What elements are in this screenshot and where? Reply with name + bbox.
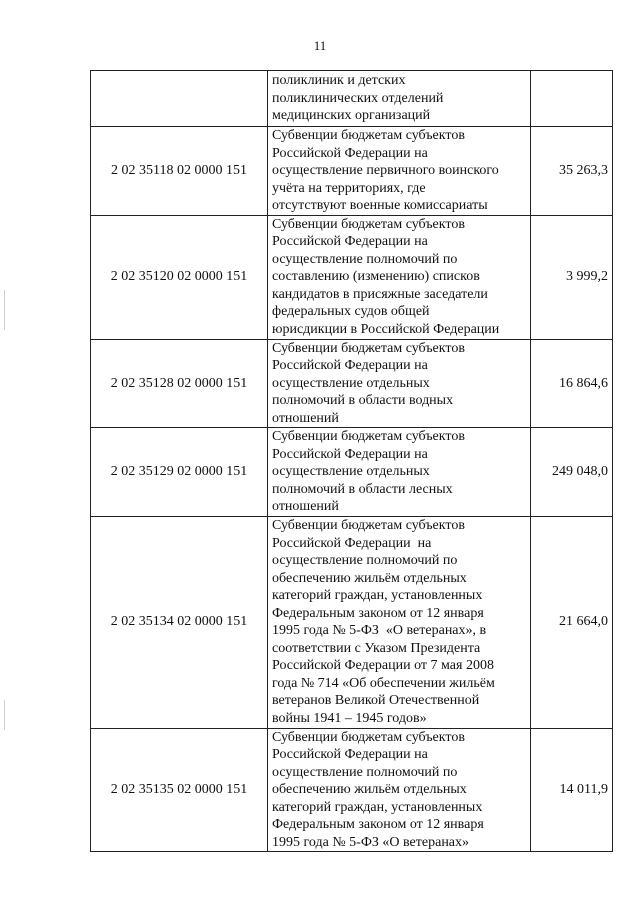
description-line: Российской Федерации на <box>272 535 432 551</box>
amount-cell: 16 864,6 <box>531 339 613 428</box>
description-line: Российской Федерации от 7 мая 2008 <box>272 658 494 673</box>
table-row <box>91 127 613 216</box>
description-line: полномочий в области лесных <box>272 481 453 497</box>
description-cell <box>268 516 531 728</box>
description-line: Российской Федерации на <box>272 145 428 161</box>
description-line: поликлиник и детских <box>272 73 406 89</box>
description-line: Субвенции бюджетам субъектов <box>272 216 465 232</box>
budget-code-cell: 2 02 35129 02 0000 151 <box>91 428 268 517</box>
table-row <box>91 428 613 517</box>
description-line: категорий граждан, установленных <box>272 799 483 815</box>
table-row <box>91 516 613 728</box>
budget-code-cell: 2 02 35134 02 0000 151 <box>91 516 268 728</box>
budget-code-cell: 2 02 35128 02 0000 151 <box>91 339 268 428</box>
description-line: Федеральным законом от 12 января <box>272 605 484 621</box>
description-line: Субвенции бюджетам субъектов <box>272 729 465 745</box>
description-line: соответствии с Указом Президента <box>272 640 481 656</box>
description-line: Российской Федерации на <box>272 446 428 462</box>
description-line: осуществление отдельных <box>272 375 430 391</box>
description-line: медицинских организаций <box>272 108 431 124</box>
description-line: 1995 года № 5-ФЗ «О ветеранах», в <box>272 623 487 638</box>
description-cell <box>268 728 531 852</box>
description-line: Субвенции бюджетам субъектов <box>272 340 465 356</box>
description-line: Субвенции бюджетам субъектов <box>272 128 465 143</box>
scan-edge-mark <box>4 290 5 330</box>
description-cell <box>268 127 531 216</box>
description-line: обеспечению жильём отдельных <box>272 782 467 797</box>
table-row <box>91 215 613 339</box>
description-line: осуществление полномочий по <box>272 553 458 568</box>
description-line: войны 1941 – 1945 годов» <box>272 710 427 726</box>
description-line: категорий граждан, установленных <box>272 588 483 603</box>
amount-cell: 21 664,0 <box>531 516 613 728</box>
description-line: Субвенции бюджетам субъектов <box>272 429 465 444</box>
description-line: осуществление полномочий по <box>272 764 458 780</box>
description-line: Субвенции бюджетам субъектов <box>272 518 465 533</box>
description-line: отношений <box>272 499 339 514</box>
description-line: отсутствуют военные комиссариаты <box>272 198 488 213</box>
description-line: обеспечению жильём отдельных <box>272 570 467 586</box>
amount-cell: 35 263,3 <box>531 127 613 216</box>
description-cell <box>268 339 531 428</box>
table-row <box>91 339 613 428</box>
description-line: составлению (изменению) списков <box>272 269 480 285</box>
description-line: юрисдикции в Российской Федерации <box>272 321 500 337</box>
page-number: 11 <box>313 38 327 53</box>
budget-code-cell: 2 02 35120 02 0000 151 <box>91 215 268 339</box>
table-row <box>91 728 613 852</box>
description-line: 1995 года № 5-ФЗ «О ветеранах» <box>272 834 470 850</box>
table-row <box>91 71 613 127</box>
description-line: Российской Федерации на <box>272 234 428 250</box>
description-cell <box>268 71 531 127</box>
budget-code-cell: 2 02 35135 02 0000 151 <box>91 728 268 852</box>
budget-table <box>90 70 613 852</box>
budget-code-cell: 2 02 35118 02 0000 151 <box>91 127 268 216</box>
amount-cell: 14 011,9 <box>531 728 613 852</box>
budget-code-cell <box>91 71 268 127</box>
description-line: поликлинических отделений <box>272 90 444 106</box>
description-line: осуществление полномочий по <box>272 251 458 267</box>
description-line: федеральных судов общей <box>272 304 430 320</box>
description-line: кандидатов в присяжные заседатели <box>272 286 488 302</box>
description-line: Федеральным законом от 12 января <box>272 817 484 832</box>
description-line: осуществление отдельных <box>272 464 430 479</box>
description-line: Российской Федерации на <box>272 747 428 762</box>
amount-cell: 3 999,2 <box>531 215 613 339</box>
description-line: учёта на территориях, где <box>272 180 426 196</box>
description-cell <box>268 428 531 517</box>
description-line: ветеранов Великой Отечественной <box>272 693 480 708</box>
description-line: отношений <box>272 410 339 426</box>
description-line: полномочий в области водных <box>272 393 454 408</box>
description-line: года № 714 «Об обеспечении жильём <box>272 675 495 691</box>
scan-edge-mark <box>4 700 5 730</box>
amount-cell <box>531 71 613 127</box>
amount-cell: 249 048,0 <box>531 428 613 517</box>
description-cell <box>268 215 531 339</box>
description-line: осуществление первичного воинского <box>272 163 499 178</box>
description-line: Российской Федерации на <box>272 358 428 373</box>
